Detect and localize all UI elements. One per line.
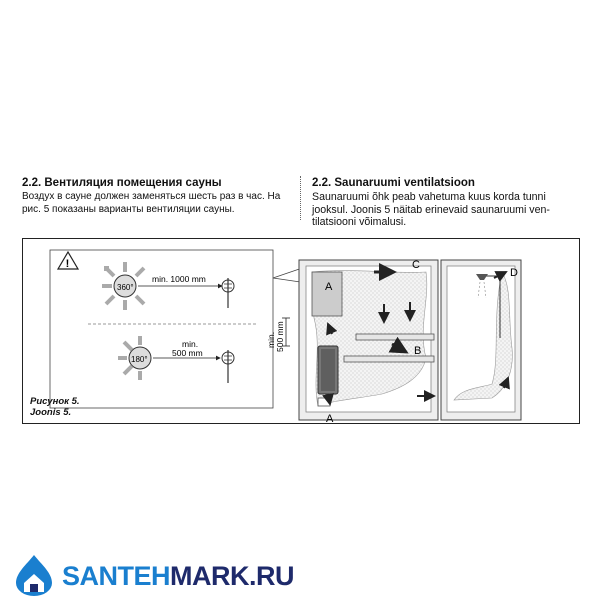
estonian-text-line3: tilatsiooni võimalusi.	[312, 216, 407, 228]
label-a-top: A	[325, 281, 333, 293]
caption-ru: Рисунок 5.	[30, 396, 80, 407]
estonian-heading: 2.2. Saunaruumi ventilatsioon	[312, 177, 475, 189]
logo-part2: MARK.RU	[170, 561, 295, 591]
logo-text	[62, 561, 294, 592]
estonian-text-line2: jooksul. Joonis 5 näitab erinevaid saunaruumi ven-	[312, 203, 550, 216]
shower-room	[441, 260, 521, 420]
ventilation-figure	[22, 238, 580, 424]
top-distance-label: min. 1000 mm	[152, 274, 206, 284]
figure-caption	[30, 396, 80, 418]
label-a-bottom: A	[326, 413, 334, 424]
heater-stove	[318, 346, 338, 394]
bottom-angle-label: 180°	[131, 355, 148, 364]
logo-part1: SANTEH	[62, 561, 171, 591]
caption-et: Joonis 5.	[30, 407, 72, 418]
estonian-text-line1: Saunaruumi õhk peab vahetuma kuus korda tunni	[312, 191, 546, 203]
russian-text-line1: Воздух в сауне должен заменяться шесть раз в час. На	[22, 191, 281, 202]
label-d: D	[510, 267, 518, 279]
russian-heading: 2.2. Вентиляция помещения сауны	[22, 177, 222, 189]
label-b: B	[414, 345, 422, 357]
ventilation-diagram	[22, 238, 580, 424]
russian-text-line2: рис. 5 показаны варианты вентиляции сауны.	[22, 203, 235, 215]
santehmark-logo	[12, 553, 312, 597]
vertical-value-label: 500 mm	[275, 321, 285, 352]
estonian-section	[312, 176, 584, 229]
top-angle-label: 360°	[117, 283, 134, 292]
vertical-min-label: min.	[266, 331, 276, 348]
bottom-value-label: 500 mm	[172, 348, 203, 358]
russian-section	[22, 176, 292, 216]
column-divider	[300, 176, 301, 220]
label-c: C	[412, 259, 420, 271]
warning-symbol: !	[65, 258, 70, 270]
house-drop-icon	[12, 553, 56, 597]
bottom-min-label: min.	[182, 339, 199, 349]
